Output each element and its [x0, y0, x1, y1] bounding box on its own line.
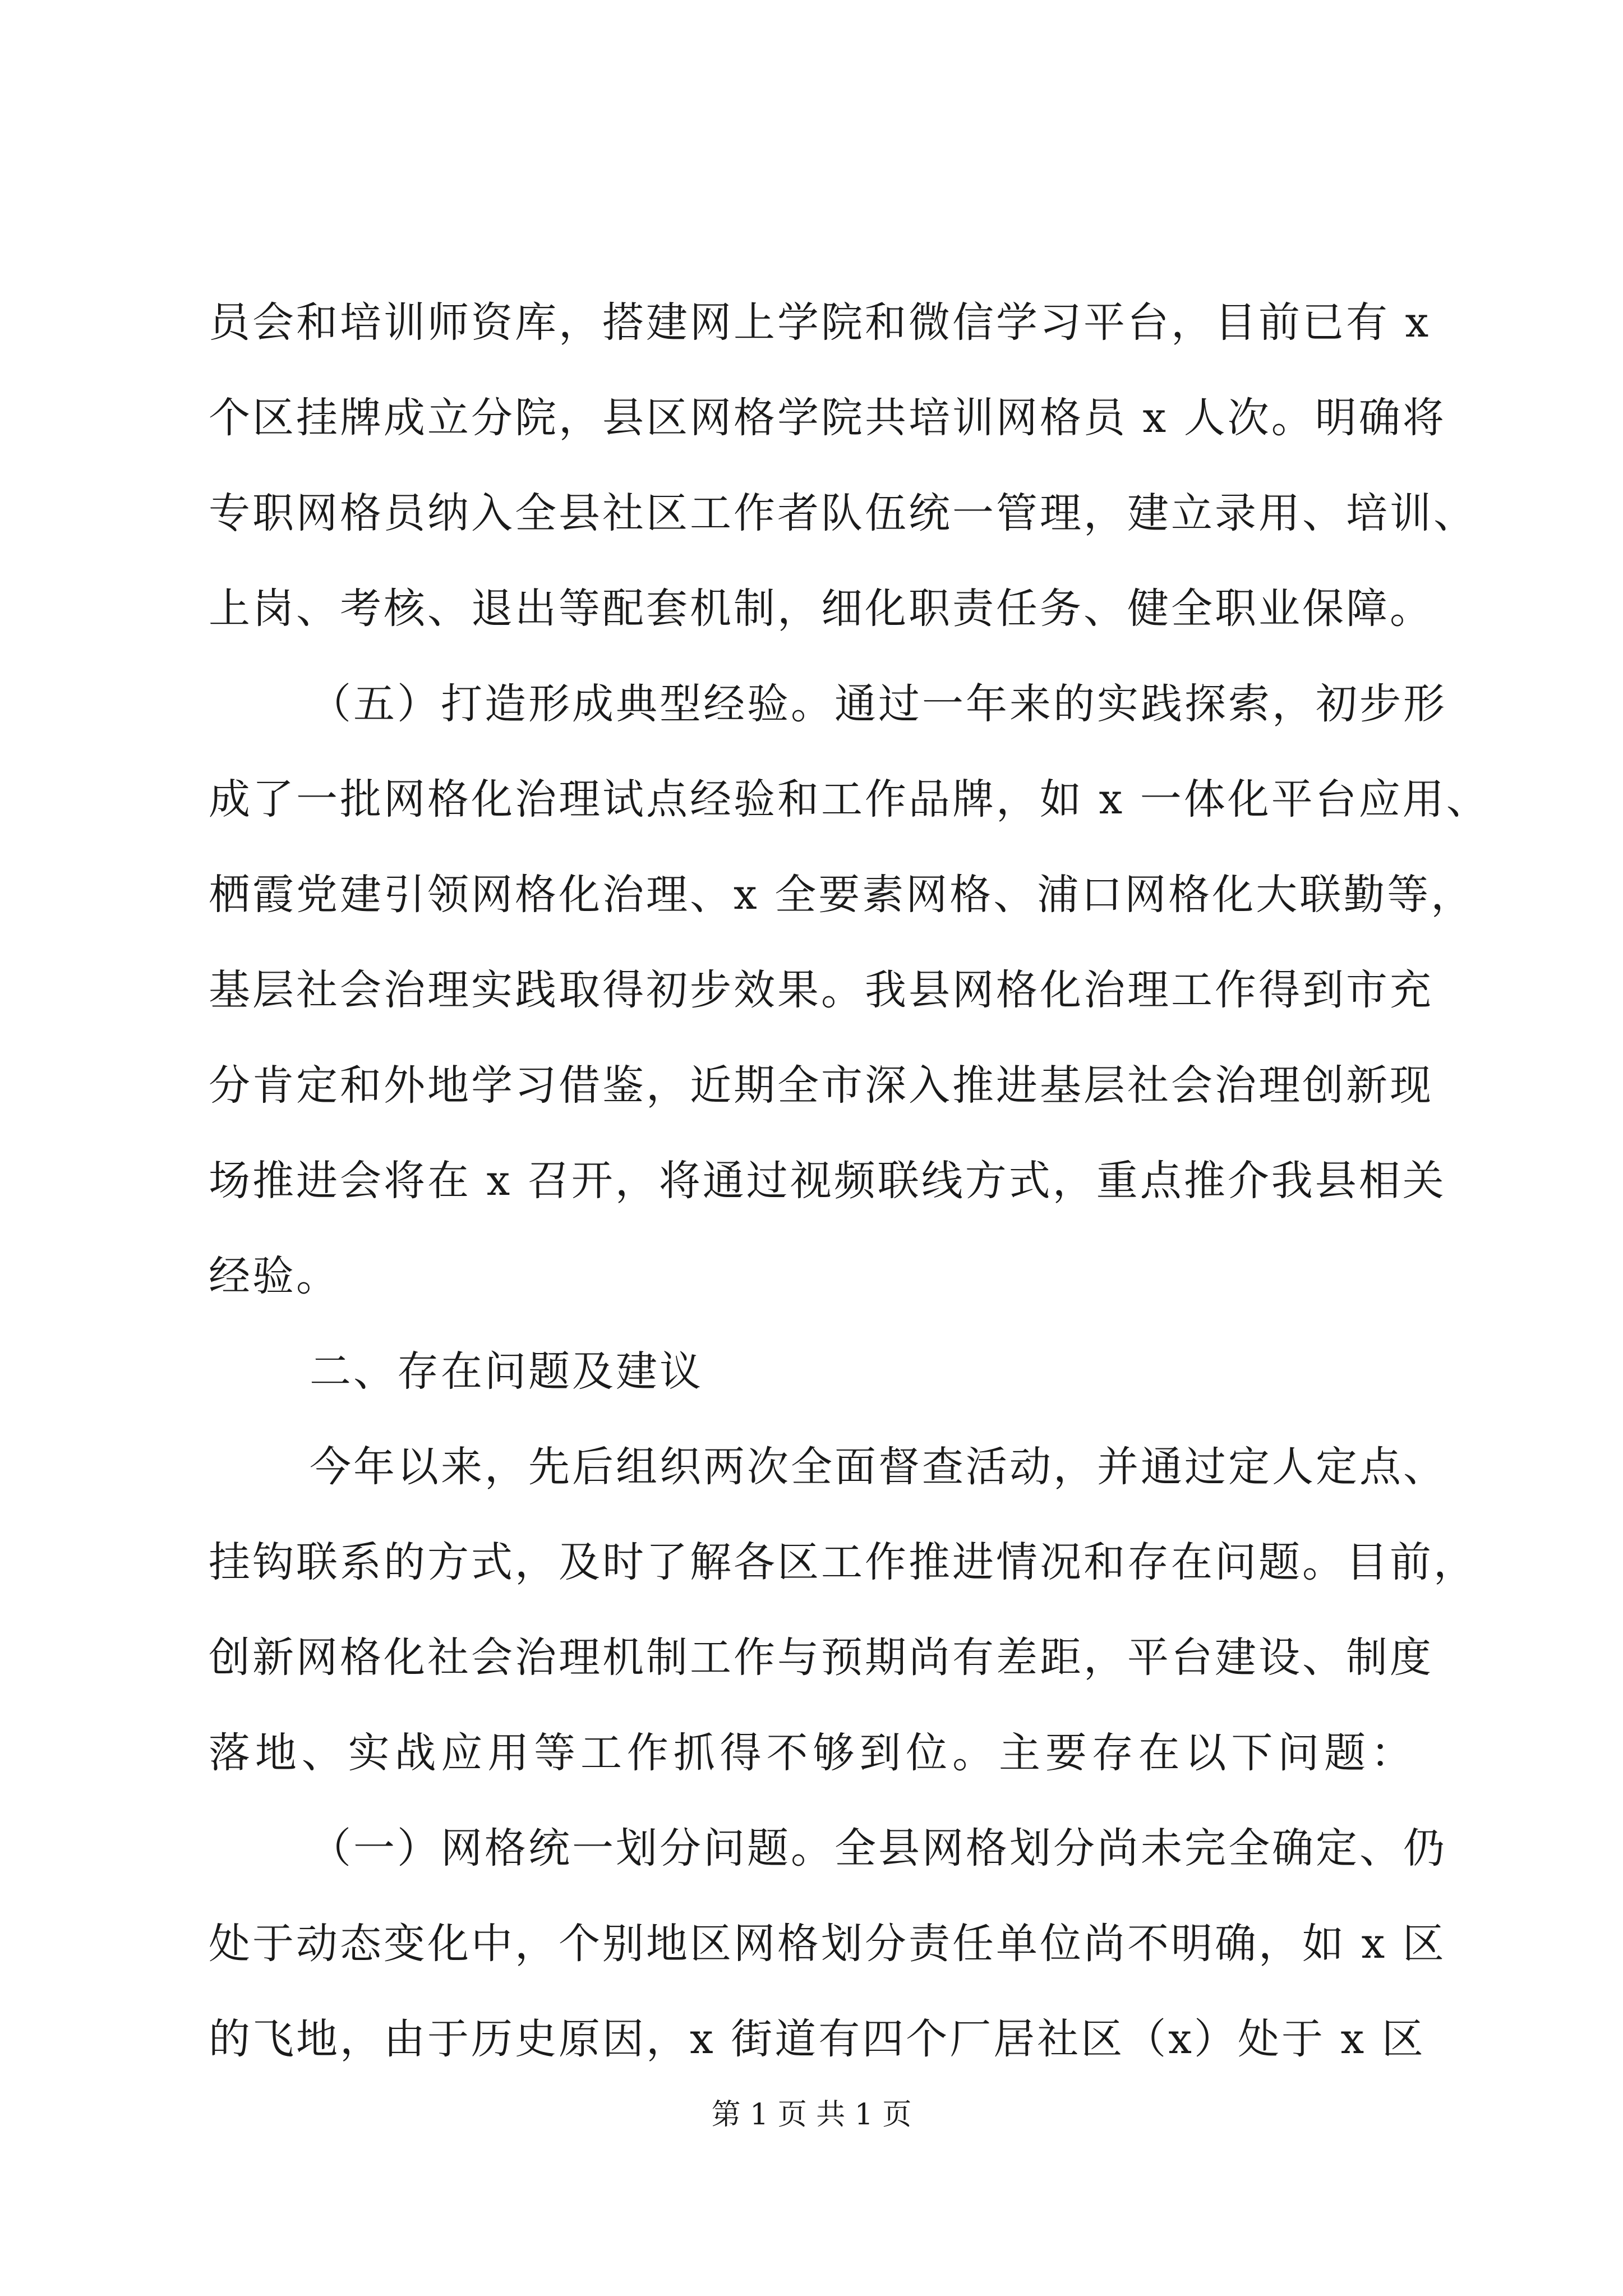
text-line: 专职网格员纳入全县社区工作者队伍统一管理，建立录用、培训、	[209, 489, 1477, 537]
section-heading: 二、存在问题及建议	[310, 1347, 703, 1396]
text-line: 今年以来，先后组织两次全面督查活动，并通过定人定点、	[310, 1443, 1447, 1491]
page-number-label: 第 1 页 共 1 页	[711, 2098, 912, 2132]
text-line: 员会和培训师资库，搭建网上学院和微信学习平台，目前已有 x	[209, 298, 1431, 347]
text-line: 处于动态变化中，个别地区网格划分责任单位尚不明确，如 x 区	[209, 1920, 1446, 1968]
text-line: 落地、实战应用等工作抓得不够到位。主要存在以下问题：	[209, 1729, 1414, 1777]
text-line: 成了一批网格化治理试点经验和工作品牌，如 x 一体化平台应用、	[209, 775, 1490, 823]
text-line: （一）网格统一划分问题。全县网格划分尚未完全确定、仍	[310, 1824, 1447, 1872]
text-line: （五）打造形成典型经验。通过一年来的实践探索，初步形	[310, 680, 1447, 728]
text-line: 个区挂牌成立分院，县区网格学院共培训网格员 x 人次。明确将	[209, 394, 1446, 442]
text-line: 上岗、考核、退出等配套机制，细化职责任务、健全职业保障。	[209, 585, 1433, 633]
text-line: 创新网格化社会治理机制工作与预期尚有差距，平台建设、制度	[209, 1634, 1433, 1682]
text-line: 栖霞党建引领网格化治理、x 全要素网格、浦口网格化大联勤等，	[209, 871, 1475, 919]
text-line: 基层社会治理实践取得初步效果。我县网格化治理工作得到市充	[209, 966, 1433, 1014]
text-line: 分肯定和外地学习借鉴，近期全市深入推进基层社会治理创新现	[209, 1061, 1433, 1110]
text-line: 经验。	[209, 1252, 340, 1300]
text-line: 挂钩联系的方式，及时了解各区工作推进情况和存在问题。目前，	[209, 1538, 1477, 1586]
text-line: 场推进会将在 x 召开，将通过视频联线方式，重点推介我县相关	[209, 1157, 1446, 1205]
page-footer	[0, 2092, 1623, 2137]
text-line: 的飞地，由于历史原因，x 街道有四个厂居社区（x）处于 x 区	[209, 2015, 1426, 2063]
